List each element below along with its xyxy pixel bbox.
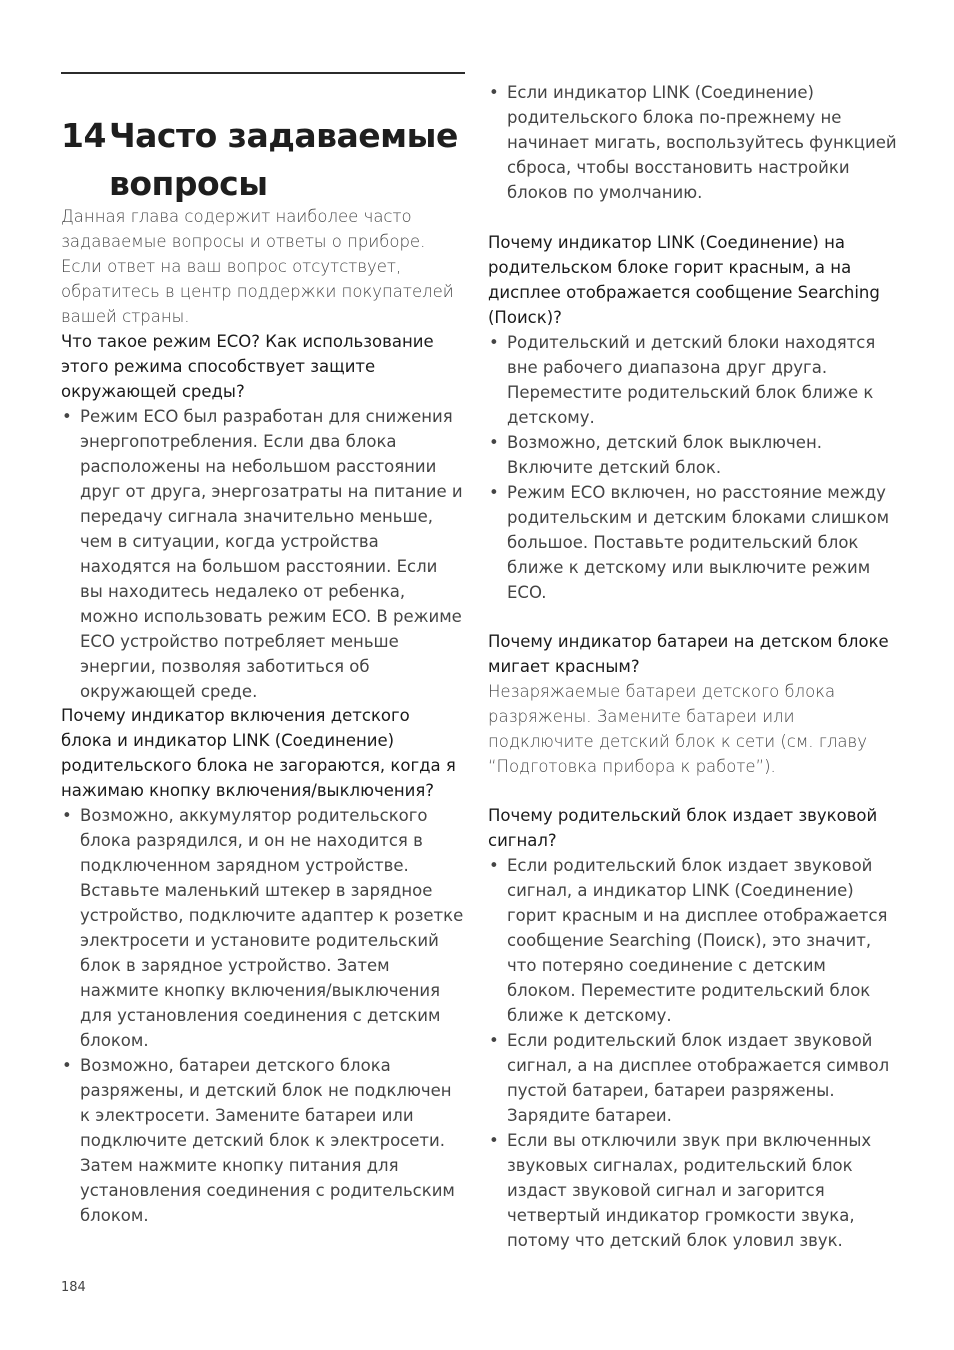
faq-battery-red xyxy=(488,629,898,779)
faq-answer-list xyxy=(488,853,898,1253)
list-item: • Если родительский блок издает звуковой сигнал, а на дисплее отображается символ пустой батареи, батареи разряжены. Зарядите батареи. xyxy=(488,1028,898,1128)
page-number: 184 xyxy=(61,1280,86,1295)
list-item: • Если индикатор LINK (Соединение) родительского блока по-прежнему не начинает мигать, воспользуйтесь функцией сброса, чтобы восстановить настройки блоков по умолчанию. xyxy=(488,80,898,205)
faq-power-indicator xyxy=(61,703,465,1228)
list-item: • Режим ECO включен, но расстояние между родительским и детским блоками слишком большое. Поставьте родительский блок ближе к детскому или выключите режим ECO. xyxy=(488,480,898,605)
faq-heading: Почему индикатор LINK (Соединение) на родительском блоке горит красным, а на дисплее отображается сообщение Searching (Поиск)? xyxy=(488,233,880,327)
chapter-title-line2: вопросы xyxy=(109,164,268,204)
faq-eco xyxy=(61,329,465,704)
list-item: • Если родительский блок издает звуковой сигнал, а индикатор LINK (Соединение) горит красным и на дисплее отображается сообщение Searching (Поиск), это значит, что потеряно соединение с детским блоком. Переместите родительский блок ближе к детскому. xyxy=(488,853,898,1028)
faq-heading: Почему индикатор включения детского блока и индикатор LINK (Соединение) родительского блока не загораются, когда я нажимаю кнопку включения/выключения? xyxy=(61,706,456,800)
list-item: • Возможно, батареи детского блока разряжены, и детский блок не подключен к электросети. Замените батареи или подключите детский блок к электросети. Затем нажмите кнопку питания для установления соединения с родительским блоком. xyxy=(61,1053,465,1228)
list-item: • Если вы отключили звук при включенных звуковых сигналах, родительский блок издаст звуковой сигнал и загорится четвертый индикатор громкости звука, потому что детский блок уловил звук. xyxy=(488,1128,898,1253)
faq-heading: Почему индикатор батареи на детском блоке мигает красным? xyxy=(488,632,889,676)
intro-paragraph: Данная глава содержит наиболее часто задаваемые вопросы и ответы о приборе. Если ответ на ваш вопрос отсутствует, обратитесь в центр поддержки покупателей вашей страны. xyxy=(61,207,454,326)
faq-heading: Что такое режим ECO? Как использование этого режима способствует защите окружающей среды? xyxy=(61,332,434,401)
list-item: • Режим ECO был разработан для снижения энергопотребления. Если два блока расположены на небольшом расстоянии друг от друга, энергозатраты на питание и передачу сигнала значительно меньше, чем в ситуации, когда устройства находятся на большом расстоянии. Если вы находитесь недалеко от ребенка, можно использовать режим ECO. В режиме ECO устройство потребляет меньше энергии, позволяя заботиться об окружающей среде. xyxy=(61,404,465,704)
chapter-title-line1: Часто задаваемые xyxy=(109,116,458,156)
title-rule xyxy=(61,72,465,74)
list-item: • Родительский и детский блоки находятся вне рабочего диапазона друг друга. Переместите родительский блок ближе к детскому. xyxy=(488,330,898,430)
faq-heading: Почему родительский блок издает звуковой сигнал? xyxy=(488,806,878,850)
chapter-number: 14 xyxy=(61,116,106,156)
faq-link-red xyxy=(488,230,898,605)
list-item: • Возможно, аккумулятор родительского блока разрядился, и он не находится в подключенном зарядном устройстве. Вставьте маленький штекер в зарядное устройство, подключите адаптер к розетке электросети и установите родительский блок в зарядное устройство. Затем нажмите кнопку включения/выключения для установления соединения с детским блоком. xyxy=(61,803,465,1053)
faq-answer-list xyxy=(488,330,898,605)
list-item: • Возможно, детский блок выключен. Включите детский блок. xyxy=(488,430,898,480)
faq-answer-list xyxy=(61,803,465,1228)
faq-answer-list xyxy=(61,404,465,704)
faq-answer: Незаряжаемые батареи детского блока разряжены. Замените батареи или подключите детский блок к сети (см. главу “Подготовка прибора к работе”). xyxy=(488,682,867,776)
chapter-title xyxy=(61,112,465,208)
faq-answer-list-continued xyxy=(488,80,898,205)
faq-beep xyxy=(488,803,898,1253)
